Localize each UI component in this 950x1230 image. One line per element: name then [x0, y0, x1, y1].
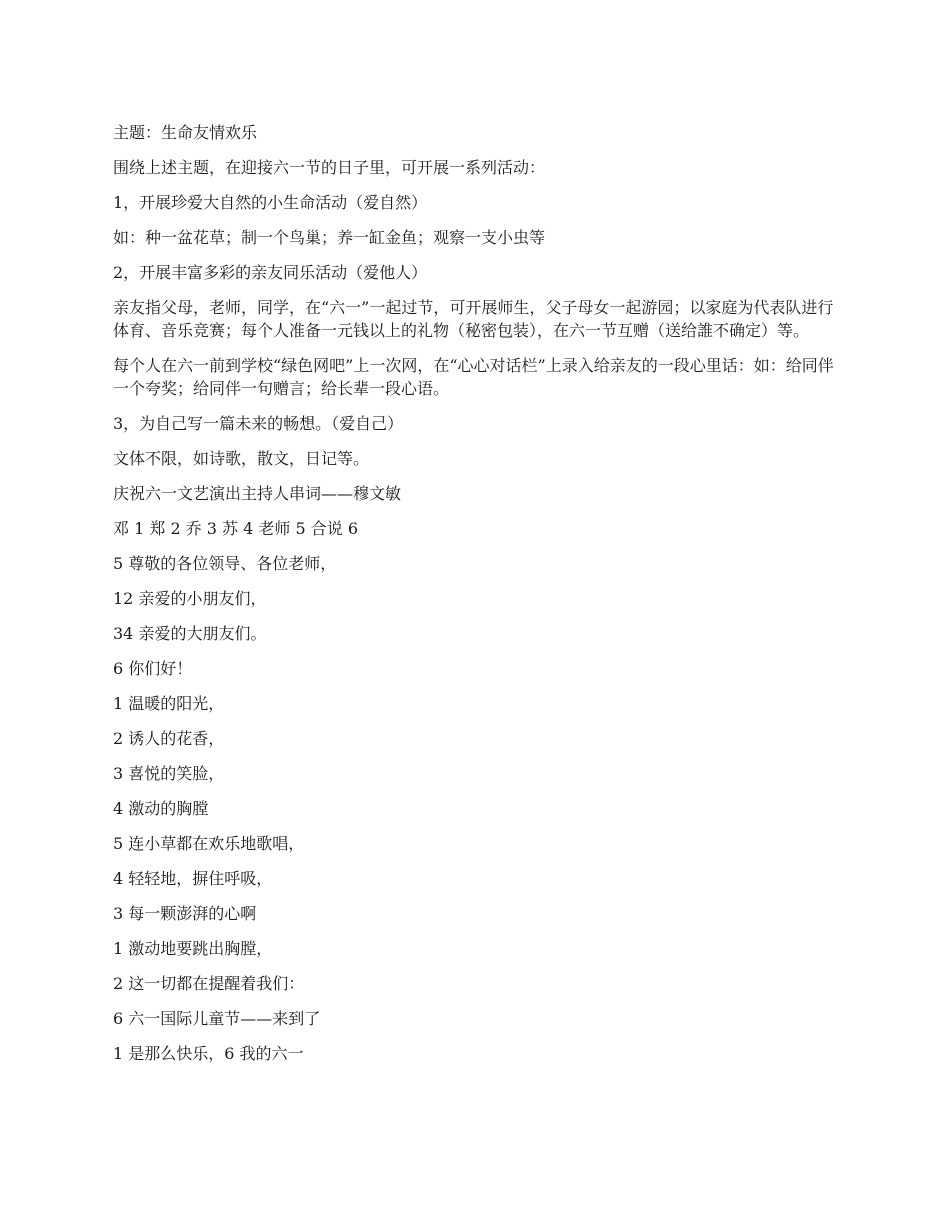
paragraph-intro: 围绕上述主题，在迎接六一节的日子里，可开展一系列活动：: [113, 158, 546, 177]
script-line: 6 你们好！: [113, 659, 193, 678]
script-line: 5 连小草都在欢乐地歌唱，: [113, 834, 305, 853]
script-line: 12 亲爱的小朋友们，: [113, 589, 267, 608]
paragraph-activity-2-details: 亲友指父母，老师，同学，在“六一”一起过节，可开展师生，父子母女一起游园；以家庭为代表队进行体育、音乐竞赛；每个人准备一元钱以上的礼物（秘密包装），在六一节互赠（送给誰不确定）等。: [113, 298, 834, 340]
document-body: [113, 121, 843, 1077]
paragraph-activity-1-examples: 如：种一盆花草；制一个鸟巢；养一缸金鱼；观察一支小虫等: [113, 228, 546, 247]
paragraph-activity-3: 3，为自己写一篇未来的畅想。（爱自己）: [113, 414, 404, 433]
script-line: 3 每一颗澎湃的心啊: [113, 904, 257, 923]
script-line: 34 亲爱的大朋友们。: [113, 624, 267, 643]
script-line: 2 诱人的花香，: [113, 729, 225, 748]
script-line: 2 这一切都在提醒着我们：: [113, 974, 305, 993]
paragraph-title: 主题：生命友情欢乐: [113, 123, 258, 142]
script-line: 5 尊敬的各位领导、各位老师，: [113, 554, 337, 573]
script-line: 4 激动的胸膛: [113, 799, 209, 818]
script-line: 1 是那么快乐，6 我的六一: [113, 1044, 304, 1063]
script-line: 3 喜悦的笑脸，: [113, 764, 225, 783]
paragraph-activity-2: 2，开展丰富多彩的亲友同乐活动（爱他人）: [113, 263, 428, 282]
paragraph-host-roles: 邓 1 郑 2 乔 3 苏 4 老师 5 合说 6: [113, 519, 359, 538]
paragraph-script-heading: 庆祝六一文艺演出主持人串词——穆文敏: [113, 484, 402, 503]
script-line: 1 温暖的阳光，: [113, 694, 225, 713]
paragraph-activity-2-online: 每个人在六一前到学校“绿色网吧”上一次网，在“心心对话栏”上录入给亲友的一段心里话：如：给同伴一个夸奖；给同伴一句赠言；给长辈一段心语。: [113, 356, 834, 398]
script-line: 6 六一国际儿童节——来到了: [113, 1009, 321, 1028]
paragraph-activity-3-forms: 文体不限，如诗歌，散文，日记等。: [113, 449, 370, 468]
paragraph-activity-1: 1，开展珍爱大自然的小生命活动（爱自然）: [113, 193, 428, 212]
script-line: 4 轻轻地，摒住呼吸，: [113, 869, 273, 888]
script-line: 1 激动地要跳出胸膛，: [113, 939, 273, 958]
